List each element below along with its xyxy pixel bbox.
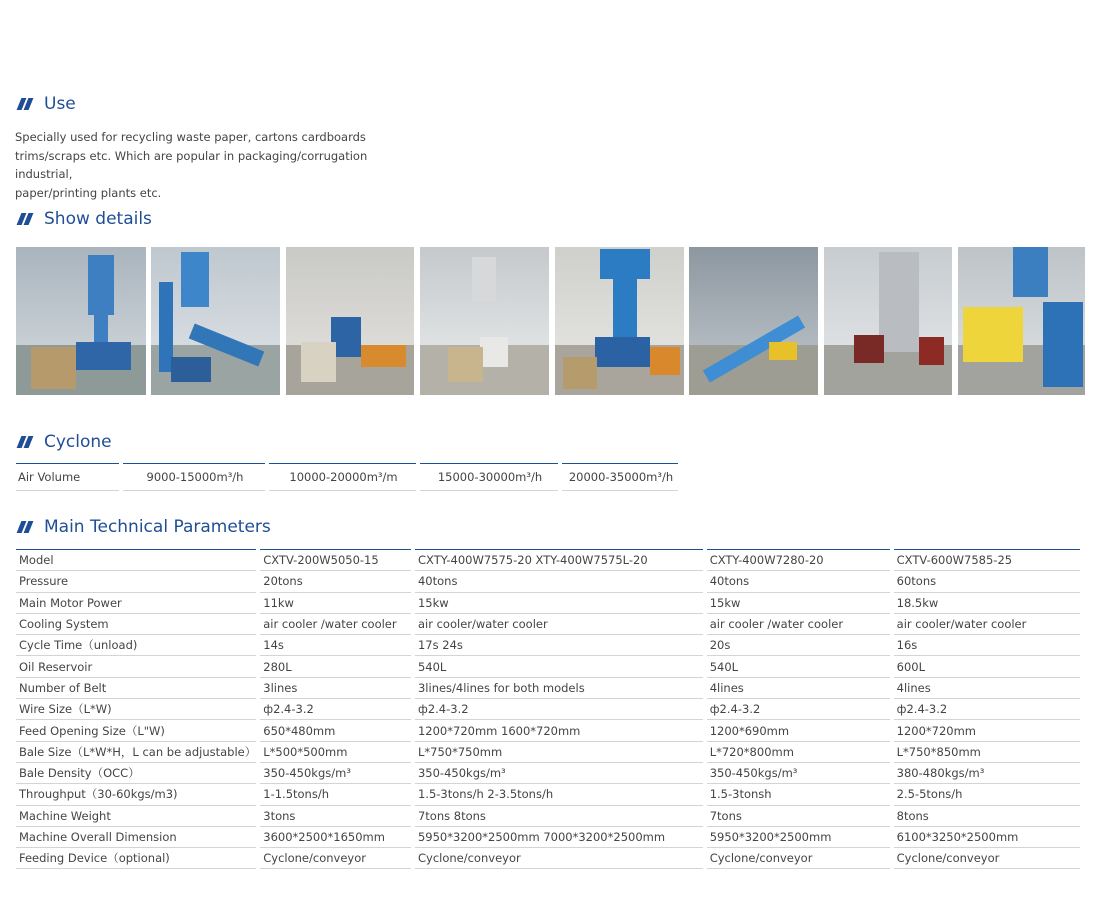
use-description (15, 128, 415, 202)
parameter-value: 60tons (892, 571, 1080, 592)
table-cell: 9000-15000m³/h (121, 464, 267, 491)
table-row (16, 848, 1080, 869)
parameter-value: L*750*750mm (413, 741, 705, 762)
parameter-value: 350-450kgs/m³ (413, 762, 705, 783)
parameter-value: 1200*720mm (892, 720, 1080, 741)
table-row (16, 805, 1080, 826)
parameter-value: air cooler/water cooler (892, 613, 1080, 634)
parameter-label: Bale Density（OCC） (16, 762, 258, 783)
table-cell: 20000-35000m³/h (560, 464, 678, 491)
parameter-value: 11kw (258, 592, 413, 613)
parameter-value: 1-1.5tons/h (258, 784, 413, 805)
table-row (16, 677, 1080, 698)
parameter-value: 3600*2500*1650mm (258, 826, 413, 847)
parameter-value: 8tons (892, 805, 1080, 826)
parameter-value: 600L (892, 656, 1080, 677)
parameter-label: Model (16, 550, 258, 571)
parameter-label: Pressure (16, 571, 258, 592)
params-heading (16, 517, 271, 537)
table-cell: 10000-20000m³/m (267, 464, 418, 491)
parameter-value: 18.5kw (892, 592, 1080, 613)
table-row (16, 635, 1080, 656)
use-line-1: Specially used for recycling waste paper, cartons cardboards (15, 130, 366, 144)
gallery-photo-5[interactable] (555, 247, 684, 395)
parameter-value: L*500*500mm (258, 741, 413, 762)
parameter-value: 5950*3200*2500mm (705, 826, 892, 847)
params-table-body (16, 550, 1080, 869)
parameter-value: 1200*720mm 1600*720mm (413, 720, 705, 741)
section-marker-icon (16, 520, 34, 534)
parameter-value: ф2.4-3.2 (258, 699, 413, 720)
parameter-value: 15kw (413, 592, 705, 613)
parameter-value: CXTV-200W5050-15 (258, 550, 413, 571)
use-line-2: trims/scraps etc. Which are popular in packaging/corrugation industrial, (15, 148, 368, 181)
parameter-value: 350-450kgs/m³ (705, 762, 892, 783)
table-cell: Air Volume (16, 464, 121, 491)
parameter-value: ф2.4-3.2 (705, 699, 892, 720)
parameter-label: Throughput（30-60kgs/m3) (16, 784, 258, 805)
parameter-label: Machine Weight (16, 805, 258, 826)
parameter-value: 16s (892, 635, 1080, 656)
parameter-value: CXTV-600W7585-25 (892, 550, 1080, 571)
parameter-label: Wire Size（L*W) (16, 699, 258, 720)
table-row (16, 464, 678, 491)
parameter-value: ф2.4-3.2 (892, 699, 1080, 720)
gallery-photo-3[interactable] (286, 247, 414, 395)
parameter-value: 40tons (413, 571, 705, 592)
show-details-heading (16, 209, 152, 229)
parameter-value: CXTY-400W7280-20 (705, 550, 892, 571)
parameter-value: 5950*3200*2500mm 7000*3200*2500mm (413, 826, 705, 847)
parameter-value: 380-480kgs/m³ (892, 762, 1080, 783)
parameter-label: Number of Belt (16, 677, 258, 698)
parameter-value: Cyclone/conveyor (258, 848, 413, 869)
table-row (16, 550, 1080, 571)
cyclone-title: Cyclone (44, 432, 112, 452)
parameter-value: 20tons (258, 571, 413, 592)
parameter-value: CXTY-400W7575-20 XTY-400W7575L-20 (413, 550, 705, 571)
table-row (16, 720, 1080, 741)
table-row (16, 613, 1080, 634)
section-marker-icon (16, 97, 34, 111)
parameter-value: 3tons (258, 805, 413, 826)
parameter-label: Cycle Time（unload) (16, 635, 258, 656)
gallery-photo-6[interactable] (689, 247, 818, 395)
parameter-value: 280L (258, 656, 413, 677)
table-cell: 15000-30000m³/h (418, 464, 560, 491)
parameter-value: 14s (258, 635, 413, 656)
table-row (16, 762, 1080, 783)
parameter-value: Cyclone/conveyor (892, 848, 1080, 869)
use-heading (16, 94, 76, 114)
parameter-value: Cyclone/conveyor (705, 848, 892, 869)
parameter-value: Cyclone/conveyor (413, 848, 705, 869)
parameter-value: 6100*3250*2500mm (892, 826, 1080, 847)
cyclone-table (16, 463, 678, 491)
parameter-label: Feeding Device（optional) (16, 848, 258, 869)
parameter-value: L*720*800mm (705, 741, 892, 762)
parameter-value: 7tons 8tons (413, 805, 705, 826)
parameter-value: 540L (413, 656, 705, 677)
parameter-label: Bale Size（L*W*H，L can be adjustable） (16, 741, 258, 762)
table-row (16, 656, 1080, 677)
parameter-label: Oil Reservoir (16, 656, 258, 677)
gallery-photo-7[interactable] (824, 247, 952, 395)
use-line-3: paper/printing plants etc. (15, 185, 162, 200)
table-row (16, 826, 1080, 847)
params-table (16, 549, 1080, 869)
table-row (16, 741, 1080, 762)
parameter-label: Main Motor Power (16, 592, 258, 613)
section-marker-icon (16, 212, 34, 226)
parameter-label: Feed Opening Size（L"W) (16, 720, 258, 741)
parameter-value: 20s (705, 635, 892, 656)
table-row (16, 571, 1080, 592)
table-row (16, 592, 1080, 613)
parameter-value: 7tons (705, 805, 892, 826)
parameter-value: air cooler /water cooler (258, 613, 413, 634)
parameter-value: 1.5-3tons/h 2-3.5tons/h (413, 784, 705, 805)
params-title: Main Technical Parameters (44, 517, 271, 537)
parameter-value: 3lines (258, 677, 413, 698)
parameter-value: air cooler/water cooler (413, 613, 705, 634)
parameter-value: air cooler /water cooler (705, 613, 892, 634)
gallery-photo-2[interactable] (151, 247, 280, 395)
parameter-value: 40tons (705, 571, 892, 592)
parameter-value: 1200*690mm (705, 720, 892, 741)
parameter-value: ф2.4-3.2 (413, 699, 705, 720)
parameter-value: 350-450kgs/m³ (258, 762, 413, 783)
photo-gallery (16, 247, 1085, 395)
use-title: Use (44, 94, 76, 114)
gallery-photo-8[interactable] (958, 247, 1085, 395)
parameter-value: 2.5-5tons/h (892, 784, 1080, 805)
parameter-value: 15kw (705, 592, 892, 613)
parameter-value: 540L (705, 656, 892, 677)
parameter-value: 4lines (705, 677, 892, 698)
table-row (16, 784, 1080, 805)
section-marker-icon (16, 435, 34, 449)
table-row (16, 699, 1080, 720)
parameter-value: 3lines/4lines for both models (413, 677, 705, 698)
show-details-title: Show details (44, 209, 152, 229)
parameter-label: Cooling System (16, 613, 258, 634)
parameter-label: Machine Overall Dimension (16, 826, 258, 847)
gallery-photo-4[interactable] (420, 247, 549, 395)
parameter-value: 650*480mm (258, 720, 413, 741)
parameter-value: 4lines (892, 677, 1080, 698)
cyclone-heading (16, 432, 112, 452)
parameter-value: 1.5-3tonsh (705, 784, 892, 805)
parameter-value: 17s 24s (413, 635, 705, 656)
gallery-photo-1[interactable] (16, 247, 146, 395)
parameter-value: L*750*850mm (892, 741, 1080, 762)
